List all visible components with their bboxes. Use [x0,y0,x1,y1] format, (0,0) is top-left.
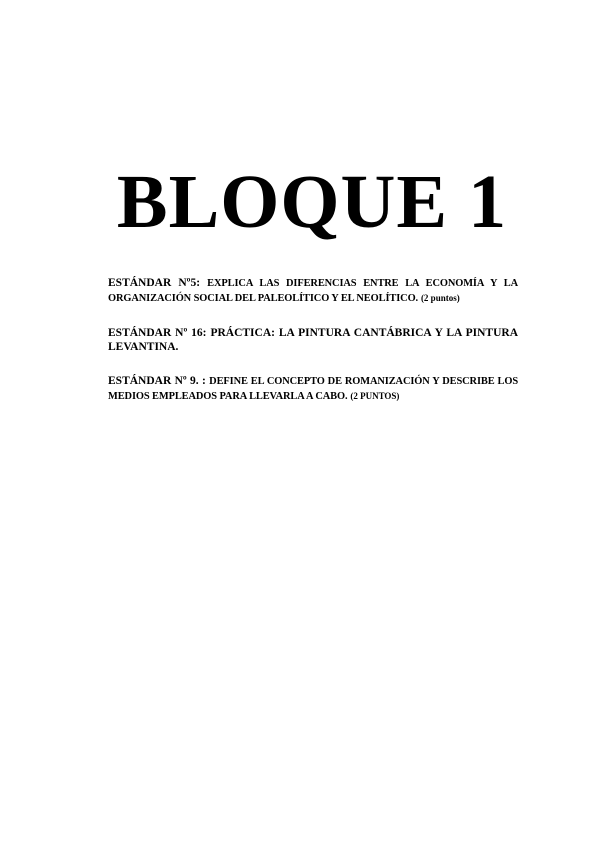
page-title: BLOQUE 1 [116,160,508,244]
standard-item [108,326,518,354]
standard-body: EXPLICA LAS DIFERENCIAS ENTRE LA ECONOMÍA Y LA ORGANIZACIÓN SOCIAL DEL PALEOLÍTICO Y EL NEOLÍTICO. [108,278,518,304]
standard-lead: ESTÁNDAR Nº 9. : [108,375,206,387]
standards-list [108,276,518,424]
standard-lead: ESTÁNDAR Nº5: [108,277,201,289]
standard-points: (2 puntos) [420,293,460,303]
standard-points: (2 PUNTOS) [350,391,400,401]
standard-item [108,276,518,306]
standard-item [108,374,518,404]
standard-body: DEFINE EL CONCEPTO DE ROMANIZACIÓN Y DESCRIBE LOS MEDIOS EMPLEADOS PARA LLEVARLA A CABO. [108,376,519,402]
standard-body: PRÁCTICA: LA PINTURA CANTÁBRICA Y LA PINTURA LEVANTINA. [108,327,519,353]
standard-lead: ESTÁNDAR Nº 16: [108,327,207,339]
